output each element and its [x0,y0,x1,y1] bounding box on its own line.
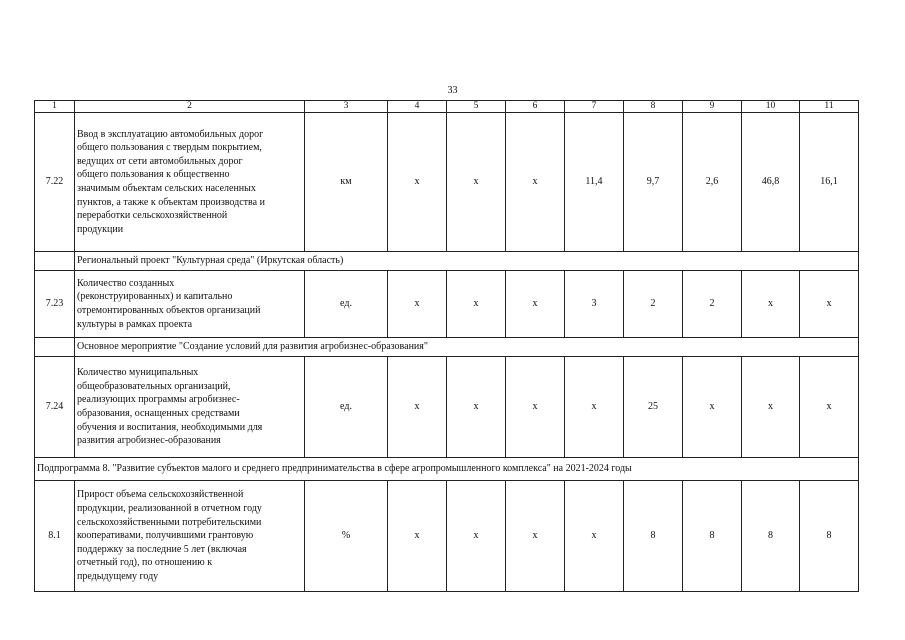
value-cell: 9,7 [624,113,683,252]
value-cell: 8 [624,481,683,592]
indicator-name-line: сельскохозяйственными потребительскими [77,516,262,528]
indicator-row [35,271,859,338]
value-cell: 2 [683,271,742,338]
indicator-name-line: обучения и воспитания, необходимыми для [77,421,263,433]
indicators-table [34,100,859,592]
value-cell: х [506,481,565,592]
column-number: 8 [624,101,683,113]
indicator-name-line: общего пользования к общественно [77,169,230,181]
value-cell: х [565,481,624,592]
column-number: 7 [565,101,624,113]
indicator-name-line: Количество созданных [77,277,175,289]
column-number: 9 [683,101,742,113]
indicator-name-line: отремонтированных объектов организаций [77,305,261,316]
indicator-name-line: Ввод в эксплуатацию автомобильных дорог [77,128,264,140]
value-cell: х [447,357,506,458]
subprogram-title: Подпрограмма 8. "Развитие субъектов малого и среднего предпринимательства в сфере агропромышленного комплекса" на 2021-2024 годы [35,458,859,481]
indicator-name-line: общего пользования с твердым покрытием, [77,142,262,154]
value-cell: х [447,481,506,592]
column-number: 3 [305,101,388,113]
indicator-number: 8.1 [35,481,75,592]
indicator-name-line: отчетный год), по отношению к [77,557,213,569]
indicator-name-line: развития агробизнес-образования [77,435,221,447]
value-cell: 16,1 [800,113,859,252]
value-cell: х [742,357,800,458]
section-title: Основное мероприятие "Создание условий для развития агробизнес-образования" [75,338,859,357]
column-number: 10 [742,101,800,113]
value-cell: х [800,271,859,338]
column-number: 1 [35,101,75,113]
value-cell: х [565,357,624,458]
value-cell: х [683,357,742,458]
indicator-name-line: (реконструированных) и капитально [77,291,233,303]
value-cell: х [742,271,800,338]
indicator-name [75,481,305,592]
value-cell: 2 [624,271,683,338]
section-row [35,338,859,357]
value-cell: х [447,113,506,252]
indicator-name-line: предыдущему году [77,570,159,582]
indicator-name-line: реализующих программы агробизнес- [77,394,240,406]
indicator-name-line: значимым объектам сельских населенных [77,183,256,194]
indicator-name-line: поддержку за последние 5 лет (включая [77,543,247,555]
section-row [35,252,859,271]
indicator-name-line: ведущих от сети автомобильных дорог [77,155,243,167]
section-title: Региональный проект "Культурная среда" (Иркутская область) [75,252,859,271]
indicator-row [35,481,859,592]
indicator-name-line: культуры в рамках проекта [77,318,193,330]
value-cell: х [388,113,447,252]
value-cell: х [800,357,859,458]
indicator-name-line: Количество муниципальных [77,367,199,379]
value-cell: 46,8 [742,113,800,252]
column-number-row [35,101,859,113]
indicator-number: 7.23 [35,271,75,338]
indicator-row [35,357,859,458]
value-cell: х [506,271,565,338]
indicator-name [75,113,305,252]
page-number: 33 [447,85,458,96]
value-cell: х [447,271,506,338]
unit-cell: км [305,113,388,252]
value-cell: 2,6 [683,113,742,252]
unit-cell: ед. [305,357,388,458]
indicator-name [75,357,305,458]
column-number: 11 [800,101,859,113]
column-number: 5 [447,101,506,113]
indicator-number: 7.24 [35,357,75,458]
value-cell: 3 [565,271,624,338]
value-cell: 8 [683,481,742,592]
value-cell: х [388,271,447,338]
indicator-name-line: продукции, реализованной в отчетном году [77,503,262,515]
indicator-name [75,271,305,338]
indicator-name-line: общеобразовательных организаций, [77,380,231,392]
empty-cell [35,338,75,357]
indicator-name-line: кооперативами, получившими грантовую [77,530,254,542]
value-cell: х [506,113,565,252]
unit-cell: ед. [305,271,388,338]
value-cell: 8 [742,481,800,592]
value-cell: х [388,481,447,592]
indicator-number: 7.22 [35,113,75,252]
column-number: 6 [506,101,565,113]
indicator-name-line: продукции [77,223,124,235]
empty-cell [35,252,75,271]
column-number: 2 [75,101,305,113]
value-cell: 11,4 [565,113,624,252]
indicator-name-line: пунктов, а также к объектам производства и [77,196,265,208]
indicator-row [35,113,859,252]
subprogram-row [35,458,859,481]
column-number: 4 [388,101,447,113]
unit-cell: % [305,481,388,592]
value-cell: 8 [800,481,859,592]
indicator-name-line: образования, оснащенных средствами [77,408,240,419]
value-cell: х [506,357,565,458]
indicator-name-line: переработки сельскохозяйственной [77,210,228,222]
indicator-name-line: Прирост объема сельскохозяйственной [77,489,244,501]
value-cell: х [388,357,447,458]
value-cell: 25 [624,357,683,458]
